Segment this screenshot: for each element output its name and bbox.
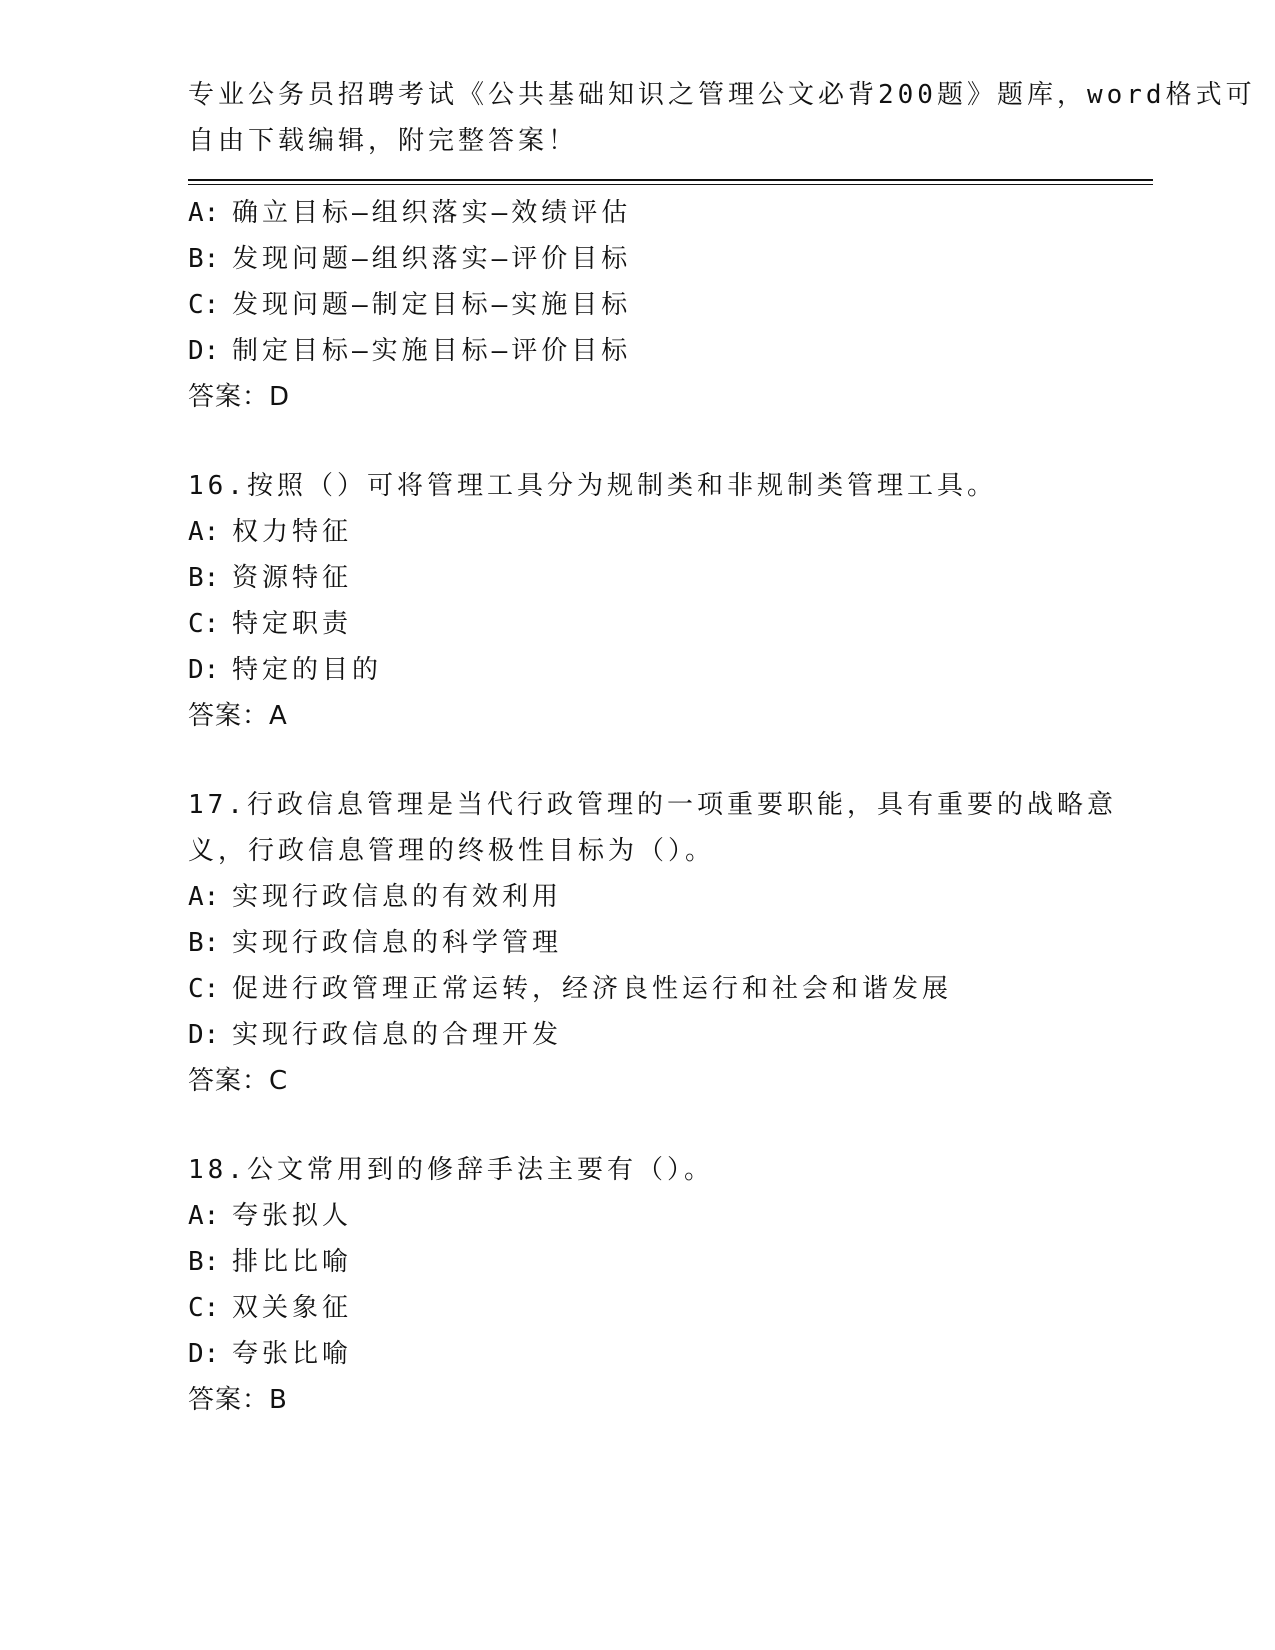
option-d [188, 647, 1088, 693]
option-letter: A: [188, 882, 220, 912]
option-text: 特定的目的 [232, 655, 383, 685]
question-block-16 [188, 463, 1088, 739]
option-d [188, 1012, 1088, 1058]
option-a [188, 509, 1088, 555]
document-header [188, 72, 1256, 164]
option-letter: C: [188, 290, 220, 320]
option-text: 夸张比喻 [232, 1339, 353, 1369]
option-b [188, 1239, 1088, 1285]
question-text: 16.按照（）可将管理工具分为规制类和非规制类管理工具。 [188, 471, 997, 501]
question-block-17 [188, 782, 1117, 1104]
option-letter: B: [188, 1247, 220, 1277]
option-b [188, 236, 1088, 282]
option-c [188, 282, 1088, 328]
option-d [188, 328, 1088, 374]
option-letter: A: [188, 198, 220, 228]
option-letter: C: [188, 609, 220, 639]
option-text: 特定职责 [232, 609, 353, 639]
question-text: 18.公文常用到的修辞手法主要有（）。 [188, 1155, 714, 1185]
option-text: 发现问题—组织落实—评价目标 [232, 244, 632, 274]
answer-line: 答案：C [188, 1066, 289, 1096]
option-letter: B: [188, 563, 220, 593]
header-divider-thick [188, 179, 1153, 181]
question-list [188, 190, 1117, 1466]
option-a [188, 874, 1088, 920]
option-d [188, 1331, 1088, 1377]
option-text: 夸张拟人 [232, 1201, 353, 1231]
option-c [188, 601, 1088, 647]
option-c [188, 1285, 1088, 1331]
option-a [188, 190, 1088, 236]
option-letter: A: [188, 517, 220, 547]
header-divider-thin [188, 184, 1153, 185]
option-letter: D: [188, 336, 220, 366]
option-letter: C: [188, 1293, 220, 1323]
option-letter: A: [188, 1201, 220, 1231]
option-text: 促进行政管理正常运转，经济良性运行和社会和谐发展 [232, 974, 953, 1004]
option-text: 实现行政信息的科学管理 [232, 928, 563, 958]
question-block-15 [188, 190, 1088, 420]
option-text: 制定目标—实施目标—评价目标 [232, 336, 632, 366]
header-line-1: 专业公务员招聘考试《公共基础知识之管理公文必背200题》题库，word格式可 [188, 80, 1256, 110]
option-text: 发现问题—制定目标—实施目标 [232, 290, 632, 320]
option-text: 确立目标—组织落实—效绩评估 [232, 198, 632, 228]
option-letter: B: [188, 928, 220, 958]
option-letter: B: [188, 244, 220, 274]
option-c [188, 966, 1088, 1012]
option-letter: C: [188, 974, 220, 1004]
question-text-line-1: 17.行政信息管理是当代行政管理的一项重要职能，具有重要的战略意 [188, 790, 1117, 820]
option-text: 排比比喻 [232, 1247, 353, 1277]
option-b [188, 555, 1088, 601]
option-text: 双关象征 [232, 1293, 353, 1323]
option-a [188, 1193, 1088, 1239]
option-letter: D: [188, 1020, 220, 1050]
option-text: 实现行政信息的合理开发 [232, 1020, 563, 1050]
option-text: 实现行政信息的有效利用 [232, 882, 563, 912]
option-text: 资源特征 [232, 563, 353, 593]
question-text-line-2: 义，行政信息管理的终极性目标为（）。 [188, 836, 716, 866]
option-b [188, 920, 1088, 966]
answer-line: 答案：A [188, 701, 288, 731]
answer-line: 答案：B [188, 1385, 288, 1415]
answer-line: 答案：D [188, 382, 291, 412]
header-line-2: 自由下载编辑，附完整答案！ [188, 126, 579, 156]
option-letter: D: [188, 1339, 220, 1369]
option-letter: D: [188, 655, 220, 685]
option-text: 权力特征 [232, 517, 353, 547]
question-block-18 [188, 1147, 1088, 1423]
